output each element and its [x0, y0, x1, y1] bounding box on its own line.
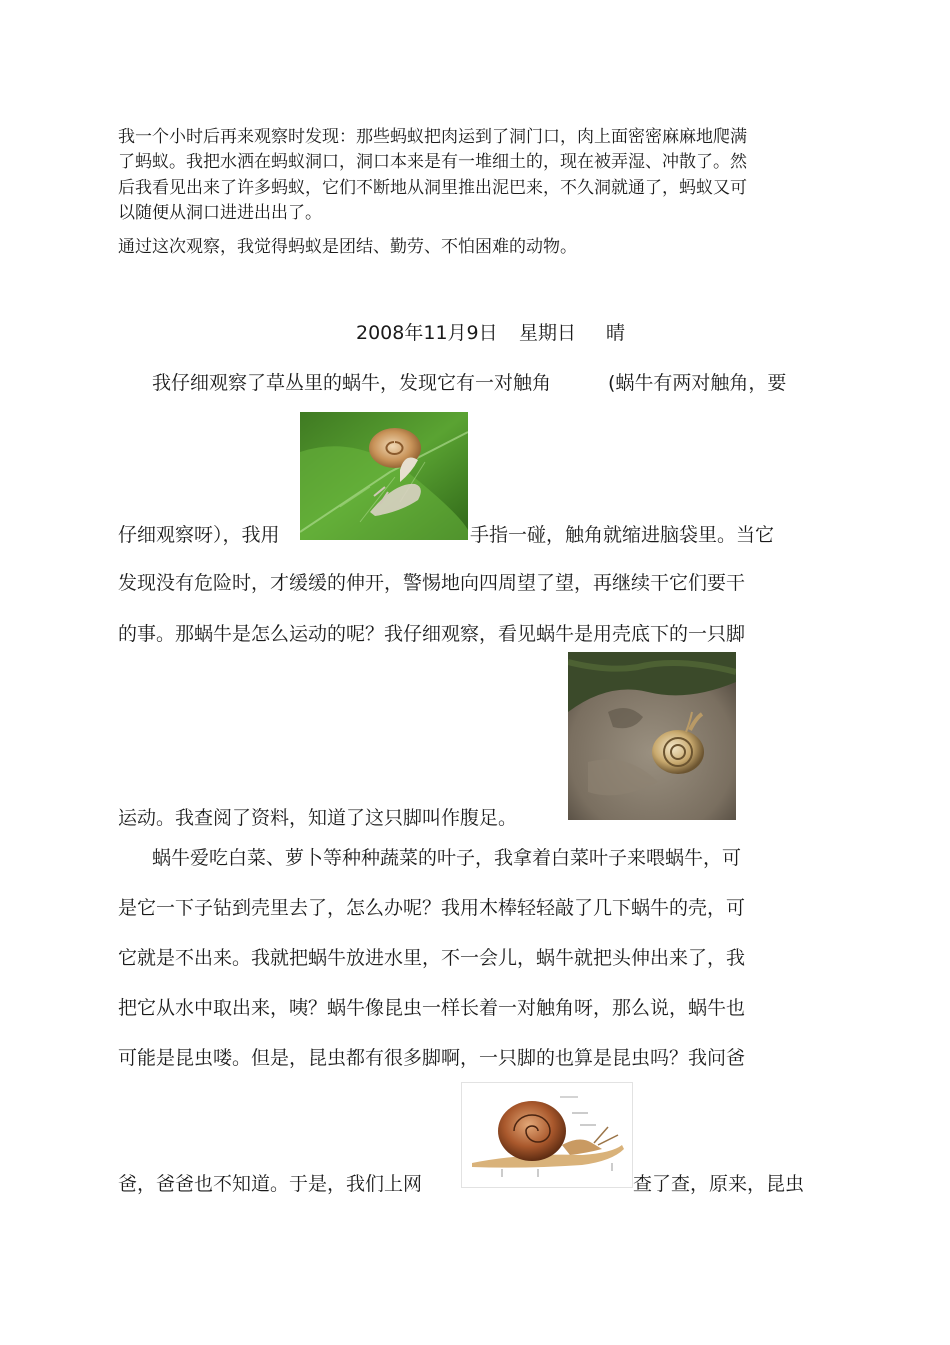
p2-line-6a: 爸，爸爸也不知道。于是，我们上网	[118, 1173, 423, 1195]
p1-line-1b: (蜗牛有两对触角，要	[608, 372, 787, 394]
p2-line-3: 它就是不出来。我就把蜗牛放进水里，不一会儿，蜗牛就把头伸出来了，我	[118, 947, 746, 969]
entry2-weather: 晴	[606, 322, 626, 344]
snail-anatomy-diagram	[461, 1082, 633, 1188]
p2-line-6b: 查了查，原来，昆虫	[633, 1173, 805, 1195]
p1-line-1a: 我仔细观察了草丛里的蜗牛，发现它有一对触角	[152, 372, 552, 394]
p1-line-4: 的事。那蜗牛是怎么运动的呢？我仔细观察，看见蜗牛是用壳底下的一只脚	[118, 623, 746, 645]
entry1-conclusion: 通过这次观察，我觉得蚂蚁是团结、勤劳、不怕困难的动物。	[118, 237, 577, 257]
p2-line-4: 把它从水中取出来，咦？蜗牛像昆虫一样长着一对触角呀，那么说，蜗牛也	[118, 997, 746, 1019]
p1-line-3: 发现没有危险时，才缓缓的伸开，警惕地向四周望了望，再继续干它们要干	[118, 572, 746, 594]
p2-line-2: 是它一下子钻到壳里去了，怎么办呢？我用木棒轻轻敲了几下蜗牛的壳，可	[118, 897, 746, 919]
entry1-line-4: 以随便从洞口进进出出了。	[118, 203, 322, 223]
entry1-line-2: 了蚂蚁。我把水洒在蚂蚁洞口，洞口本来是有一堆细土的，现在被弄湿、冲散了。然	[118, 152, 747, 172]
snail-on-rock-photo	[568, 652, 736, 820]
entry2-date: 2008年11月9日	[356, 322, 498, 344]
p1-line-2a: 仔细观察呀），我用	[118, 524, 280, 546]
p1-line-2b: 手指一碰，触角就缩进脑袋里。当它	[470, 524, 775, 546]
snail-on-leaf-photo	[300, 412, 468, 540]
p2-line-1: 蜗牛爱吃白菜、萝卜等种种蔬菜的叶子，我拿着白菜叶子来喂蜗牛，可	[152, 847, 742, 869]
entry1-line-1: 我一个小时后再来观察时发现：那些蚂蚁把肉运到了洞门口，肉上面密密麻麻地爬满	[118, 127, 747, 147]
p1-line-5: 运动。我查阅了资料，知道了这只脚叫作腹足。	[118, 807, 518, 829]
p2-line-5: 可能是昆虫喽。但是，昆虫都有很多脚啊，一只脚的也算是昆虫吗？我问爸	[118, 1047, 746, 1069]
entry2-weekday: 星期日	[519, 322, 577, 344]
entry1-line-3: 后我看见出来了许多蚂蚁，它们不断地从洞里推出泥巴来，不久洞就通了，蚂蚁又可	[118, 178, 747, 198]
